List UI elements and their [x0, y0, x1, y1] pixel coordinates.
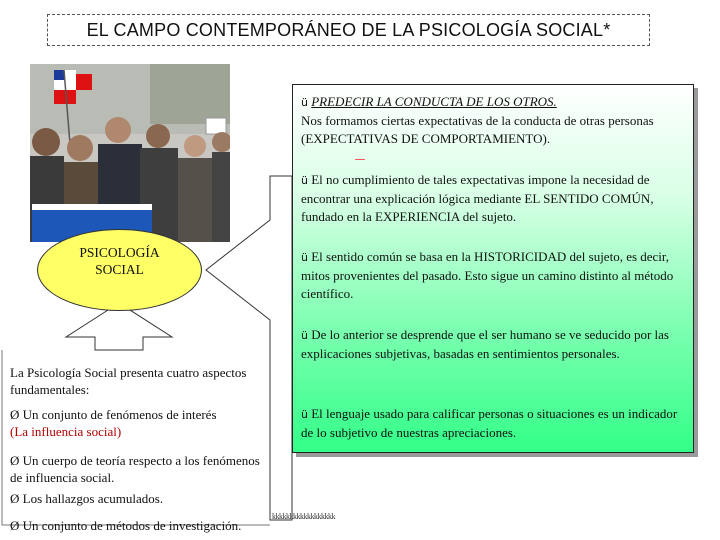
check-icon: ü — [301, 251, 308, 264]
check-icon: ü — [301, 96, 308, 109]
panel-item-3-text: El sentido común se basa en la HISTORICIDAD del sujeto, es decir, mitos provenientes del pasado. Esto sigue un camino distinto al método científico. — [301, 249, 674, 301]
check-icon: ü — [301, 408, 308, 421]
red-dash — [355, 159, 365, 160]
left-intro: La Psicología Social presenta cuatro aspectos fundamentales: — [10, 365, 247, 397]
ellipse-line-1: PSICOLOGÍA — [79, 245, 160, 260]
footer-marks: kkkkkkkkkkkkkkkkkk — [272, 512, 335, 521]
panel-item-1-title: PREDECIR LA CONDUCTA DE LOS OTROS. — [311, 94, 557, 109]
page-title: EL CAMPO CONTEMPORÁNEO DE LA PSICOLOGÍA SOCIAL* — [86, 19, 611, 40]
arrow-bullet-icon: Ø — [10, 518, 20, 533]
panel-item-5 — [301, 405, 687, 442]
psicologia-social-ellipse — [37, 229, 202, 311]
left-bullet-1-extra: (La influencia social) — [10, 424, 122, 439]
panel-item-2-text: El no cumplimiento de tales expectativas impone la necesidad de encontrar una explicación lógica mediante EL SENTIDO COMÚN, fundado en la EXPERIENCIA del sujeto. — [301, 172, 654, 224]
ellipse-line-2: SOCIAL — [95, 262, 144, 277]
left-bullet-2-text: Un cuerpo de teoría respecto a los fenómenos de influencia social. — [10, 453, 260, 485]
check-icon: ü — [301, 329, 308, 342]
arrow-bullet-icon: Ø — [10, 407, 20, 422]
left-bullet-1-text: Un conjunto de fenómenos de interés — [22, 407, 217, 422]
panel-item-4-text: De lo anterior se desprende que el ser humano se ve seducido por las explicaciones subjetivas, basadas en sentimientos personales. — [301, 327, 669, 361]
arrow-bullet-icon: Ø — [10, 453, 20, 468]
left-bullet-1 — [10, 406, 270, 440]
panel-item-2 — [301, 171, 687, 226]
left-bullet-3 — [10, 490, 270, 507]
left-bullet-2 — [10, 452, 270, 486]
left-bullet-4 — [10, 517, 290, 534]
check-icon: ü — [301, 174, 308, 187]
panel-item-3 — [301, 248, 687, 303]
panel-item-4 — [301, 326, 687, 363]
panel-item-1 — [301, 93, 687, 148]
left-bullet-3-text: Los hallazgos acumulados. — [22, 491, 164, 506]
panel-item-1-text: Nos formamos ciertas expectativas de la conducta de otras personas (EXPECTATIVAS DE COMPORTAMIENTO). — [301, 113, 654, 146]
left-bullet-4-text: Un conjunto de métodos de investigación. — [22, 518, 242, 533]
panel-item-5-text: El lenguaje usado para calificar personas o situaciones es un indicador de lo subjetivo de nuestras apreciaciones. — [301, 406, 678, 440]
info-panel — [292, 84, 694, 453]
arrow-bullet-icon: Ø — [10, 491, 20, 506]
